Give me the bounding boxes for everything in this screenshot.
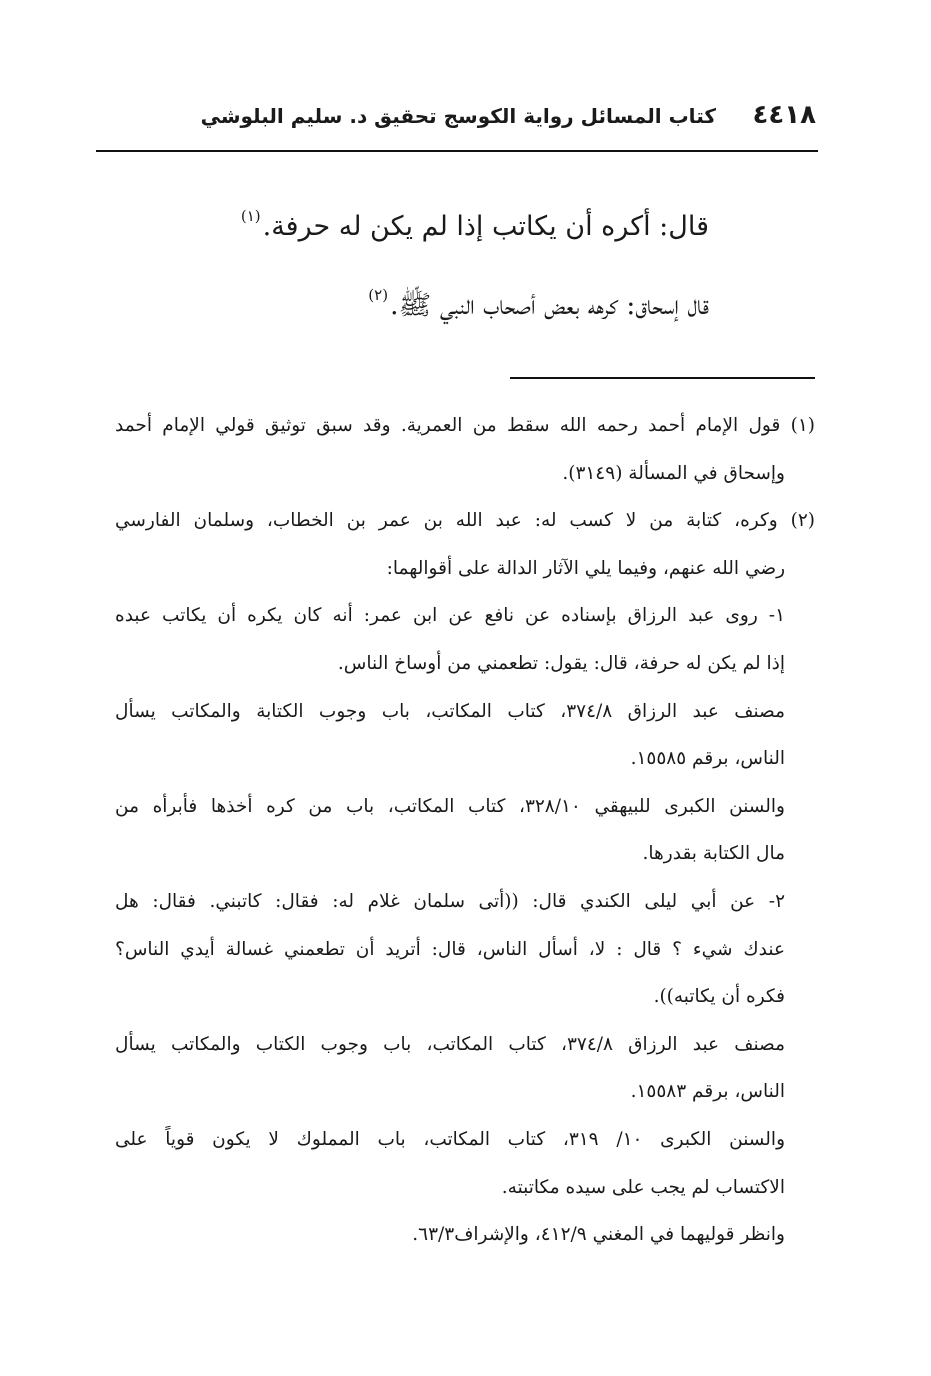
footnote-line: ١- روى عبد الرزاق بإسناده عن نافع عن ابن عمر: أنه كان يكره أن يكاتب عبده: [115, 605, 785, 627]
main-text-line: [149, 182, 709, 261]
main-line-text: قال: أكره أن يكاتب إذا لم يكن له حرفة.: [262, 211, 709, 242]
main-line-text: قال إسحاق: كرهه بعض أصحاب النبي ﷺ.: [390, 290, 709, 321]
footnote-line: (٢) وكره، كتابة من لا كسب له: عبد الله بن عمر بن الخطاب، وسلمان الفارسي: [115, 510, 815, 532]
running-title: كتاب المسائل رواية الكوسج تحقيق د. سليم البلوشي: [200, 104, 716, 128]
footnote-line: مصنف عبد الرزاق ٣٧٤/٨، كتاب المكاتب، باب وجوب الكتاب والمكاتب يسأل: [115, 1033, 785, 1055]
footnote-line: مصنف عبد الرزاق ٣٧٤/٨، كتاب المكاتب، باب وجوب الكتابة والمكاتب يسأل: [115, 700, 785, 722]
footnote-line: عندك شيء ؟ قال : لا، أسأل الناس، قال: أتريد أن تطعمني غسالة أيدي الناس؟: [115, 938, 785, 960]
footnote-divider: [510, 377, 815, 379]
footnote-line: وانظر قوليهما في المغني ٤١٢/٩، والإشراف٦٣/٣.: [412, 1224, 785, 1246]
running-header: [96, 100, 816, 140]
main-text-line: [149, 261, 709, 340]
header-divider: [96, 150, 818, 152]
footnote-line: الناس، برقم ١٥٥٨٥.: [630, 748, 785, 770]
footnote-line: إذا لم يكن له حرفة، قال: يقول: تطعمني من أوساخ الناس.: [337, 652, 785, 674]
footnote-line: مال الكتابة بقدرها.: [642, 843, 785, 865]
footnote-line: ٢- عن أبي ليلى الكندي قال: ((أتى سلمان غلام له: فقال: كاتبني. فقال: هل: [115, 890, 785, 912]
page-number: ٤٤١٨: [752, 100, 816, 130]
footnote-line: وإسحاق في المسألة (٣١٤٩).: [562, 462, 785, 484]
footnote-marker: (١): [240, 207, 261, 225]
main-text: [149, 182, 709, 340]
footnote-line: والسنن الكبرى للبيهقي ٣٢٨/١٠، كتاب المكاتب، باب من كره أخذها فأبرأه من: [115, 795, 785, 817]
footnote-line: الاكتساب لم يجب على سيده مكاتبته.: [501, 1176, 785, 1198]
footnote-line: (١) قول الإمام أحمد رحمه الله سقط من العمرية. وقد سبق توثيق قولي الإمام أحمد: [115, 415, 815, 436]
footnote-line: رضي الله عنهم، وفيما يلي الآثار الدالة على أقوالهما:: [386, 557, 785, 579]
footnotes: [115, 402, 815, 1259]
footnote-marker: (٢): [368, 286, 389, 304]
footnote-line: الناس، برقم ١٥٥٨٣.: [630, 1081, 785, 1103]
footnote-line: فكره أن يكاتبه)).: [653, 986, 785, 1008]
footnote-line: والسنن الكبرى ١٠/ ٣١٩، كتاب المكاتب، باب المملوك لا يكون قوياً على: [115, 1128, 786, 1150]
